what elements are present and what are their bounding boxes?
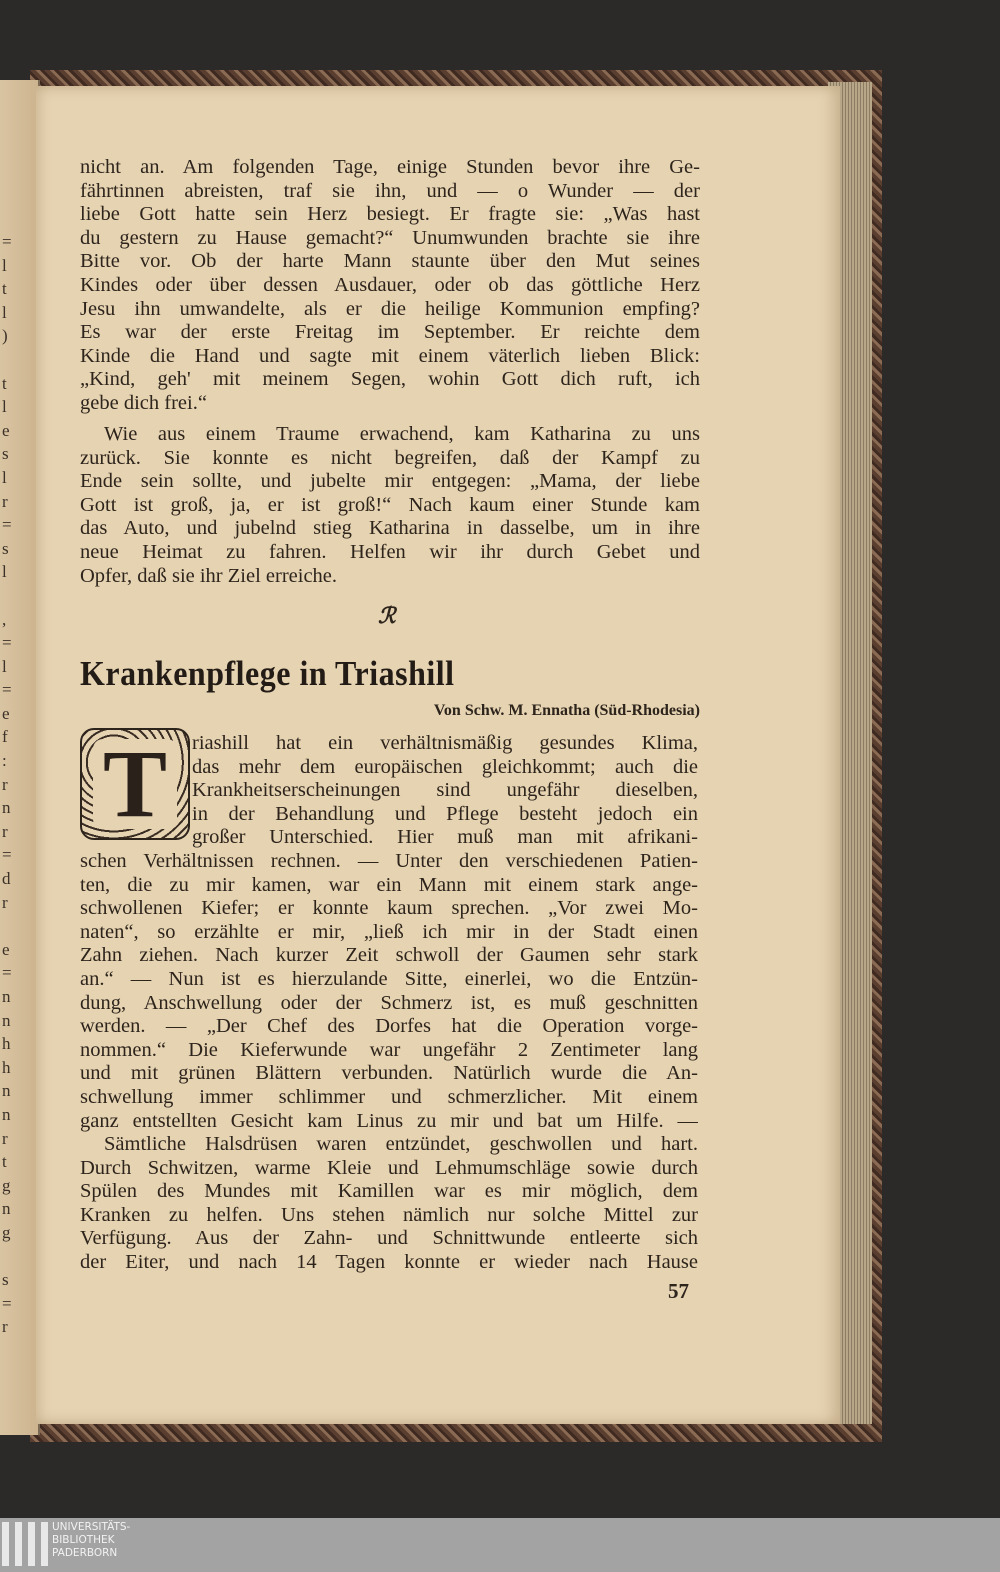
text-line: fährtinnen abreisten, traf sie ihn, und — o Wunder — der <box>80 179 700 202</box>
left-page-fragment: e <box>2 939 10 959</box>
left-page-fragment: l <box>2 467 7 487</box>
left-page-fragment: = <box>2 1293 12 1313</box>
left-page-fragment: r <box>2 892 8 912</box>
left-page-edge <box>0 80 40 1435</box>
text-line: werden. — „Der Chef des Dorfes hat die Operation vorge- <box>80 1015 698 1038</box>
left-page-fragment: e <box>2 420 10 440</box>
left-page-fragment: g <box>2 1175 11 1195</box>
text-line: Sämtliche Halsdrüsen waren entzündet, geschwollen und hart. <box>104 1133 698 1156</box>
text-line: der Eiter, und nach 14 Tagen konnte er wieder nach Hause <box>80 1251 698 1274</box>
left-page-fragment: n <box>2 987 11 1006</box>
text-line: großer Unterschied. Hier muß man mit afrikani- <box>192 826 698 849</box>
left-page-fragment: = <box>2 680 12 700</box>
text-line: ten, die zu mir kamen, war ein Mann mit einem stark ange- <box>80 873 698 896</box>
text-line: schen Verhältnissen rechnen. — Unter den verschiedenen Patien- <box>80 849 698 872</box>
footer-bar <box>0 1518 1000 1572</box>
left-page-fragment: s <box>2 1270 9 1290</box>
article-body <box>80 732 698 1275</box>
left-page-fragment: h <box>2 1034 11 1054</box>
text-line: dung, Anschwellung oder der Schmerz ist, es muß geschnitten <box>80 991 698 1014</box>
left-page-fragment: l <box>2 397 7 417</box>
text-line: und mit grünen Blättern verbunden. Natürlich wurde die An- <box>80 1062 698 1085</box>
left-page-fragment: , <box>2 609 7 629</box>
text-line: Krankheitserscheinungen sind ungefähr dieselben, <box>192 779 698 802</box>
article-title: Krankenpflege in Triashill <box>80 653 455 693</box>
text-line: zurück. Sie konnte es nicht begreifen, daß der Kampf zu <box>80 446 700 469</box>
dropcap-letter: T <box>93 739 177 829</box>
text-line: das Auto, und jubelnd stieg Katharina in dasselbe, um in ihre <box>80 517 700 540</box>
text-line: naten“, so erzählte er mir, „ließ ich mir in der Stadt einen <box>80 920 698 943</box>
text-line: nommen.“ Die Kieferwunde war ungefähr 2 Zentimeter lang <box>80 1038 698 1061</box>
left-page-fragment: t <box>2 373 7 393</box>
left-page-fragment: ) <box>2 326 8 346</box>
logo-line-1: UNIVERSITÄTS- <box>52 1521 131 1533</box>
text-line: Opfer, daß sie ihr Ziel erreiche. <box>80 564 338 587</box>
library-logo-icon <box>2 1522 48 1566</box>
paragraph-2 <box>80 423 700 588</box>
left-page-fragment: r <box>2 774 8 794</box>
left-page-fragment: t <box>2 1152 7 1172</box>
left-page-fragment: r <box>2 1317 8 1337</box>
left-page-fragment: r <box>2 821 8 841</box>
left-page-fragment: h <box>2 1057 11 1077</box>
left-page-fragment: = <box>2 963 12 983</box>
left-page-fragment: = <box>2 515 12 535</box>
text-line: nicht an. Am folgenden Tage, einige Stunden bevor ihre Ge- <box>80 156 700 178</box>
left-page-fragment: g <box>2 1222 11 1242</box>
left-page-fragment: n <box>2 798 11 818</box>
left-page-fragment: n <box>2 1104 11 1124</box>
page-number: 57 <box>668 1279 689 1303</box>
text-line: das mehr dem europäischen gleichkommt; auch die <box>192 755 698 778</box>
left-page-fragment: n <box>2 1010 11 1030</box>
left-page-fragment <box>2 914 14 938</box>
article-byline: Von Schw. M. Ennatha (Süd-Rhodesia) <box>433 702 700 719</box>
text-line: Kranken zu helfen. Uns stehen nämlich nur solche Mittel zur <box>80 1203 698 1226</box>
left-page-fragment: l <box>2 656 7 676</box>
text-line: ganz entstellten Gesicht kam Linus zu mir und bat um Hilfe. — <box>80 1109 698 1132</box>
text-line: Ende sein sollte, und jubelte mir entgegen: „Mama, der liebe <box>80 470 700 493</box>
left-page-fragment: l <box>2 302 7 322</box>
text-line: an.“ — Nun ist es hierzulande Sitte, einerlei, wo die Entzün- <box>80 967 698 990</box>
text-line: schwellung immer schlimmer und schmerzlicher. Mit einem <box>80 1085 698 1108</box>
text-line: Es war der erste Freitag im September. Er reichte dem <box>80 321 700 344</box>
left-page-fragment: e <box>2 703 10 723</box>
logo-line-2: BIBLIOTHEK <box>52 1534 115 1546</box>
text-line: riashill hat ein verhältnismäßig gesundes Klima, <box>192 732 698 754</box>
left-page-fragment: s <box>2 444 9 464</box>
text-line: liebe Gott hatte sein Herz besiegt. Er fragte sie: „Was hast <box>80 203 700 226</box>
left-page-fragment <box>2 1245 14 1269</box>
text-line: Spülen des Mundes mit Kamillen war es mir möglich, dem <box>80 1180 698 1203</box>
left-page-fragments <box>2 230 14 1339</box>
text-line: schwollenen Kiefer; er konnte kaum sprechen. „Vor zwei Mo- <box>80 897 698 920</box>
left-page-fragment: t <box>2 279 7 299</box>
left-page-fragment: = <box>2 232 12 251</box>
left-page-fragment: s <box>2 538 9 558</box>
section-ornament: ℛ <box>378 603 396 628</box>
text-line: Jesu ihn umwandelte, als er die heilige Kommunion empfing? <box>80 297 700 320</box>
left-page-fragment: : <box>2 751 7 771</box>
logo-line-3: PADERBORN <box>52 1547 118 1559</box>
text-line: Kindes oder über dessen Ausdauer, oder ob das göttliche Herz <box>80 273 700 296</box>
left-page-fragment: n <box>2 1081 11 1101</box>
left-page-fragment: n <box>2 1199 11 1219</box>
text-line: Bitte vor. Ob der harte Mann staunte über den Mut seines <box>80 250 700 273</box>
text-line: „Kind, geh' mit meinem Segen, wohin Gott dich ruft, ich <box>80 368 700 391</box>
left-page-fragment: = <box>2 845 12 865</box>
left-page-fragment <box>2 584 14 608</box>
text-line: neue Heimat zu fahren. Helfen wir ihr durch Gebet und <box>80 540 700 563</box>
text-line: Verfügung. Aus der Zahn- und Schnittwunde entleerte sich <box>80 1227 698 1250</box>
left-page-fragment: f <box>2 727 8 747</box>
left-page-fragment: r <box>2 491 8 511</box>
text-line: Wie aus einem Traume erwachend, kam Katharina zu uns <box>104 423 700 445</box>
text-line: du gestern zu Hause gemacht?“ Unumwunden brachte sie ihre <box>80 226 700 249</box>
text-line: in der Behandlung und Pflege besteht jedoch ein <box>192 802 698 825</box>
left-page-fragment: r <box>2 1128 8 1148</box>
paragraph-1 <box>80 156 700 416</box>
left-page-fragment <box>2 348 14 372</box>
library-logo-text <box>52 1521 130 1560</box>
text-line: gebe dich frei.“ <box>80 391 207 414</box>
text-line: Gott ist groß, ja, er ist groß!“ Nach kaum einer Stunde kam <box>80 493 700 516</box>
text-line: Durch Schwitzen, warme Kleie und Lehmumschläge sowie durch <box>80 1156 698 1179</box>
left-page-fragment: l <box>2 255 7 275</box>
text-line: Kinde die Hand und sagte mit einem väterlich lieben Blick: <box>80 344 700 367</box>
left-page-fragment: l <box>2 562 7 582</box>
left-page-fragment: = <box>2 633 12 653</box>
left-page-fragment: d <box>2 869 11 889</box>
text-line: Zahn ziehen. Nach kurzer Zeit schwoll der Gaumen sehr stark <box>80 944 698 967</box>
